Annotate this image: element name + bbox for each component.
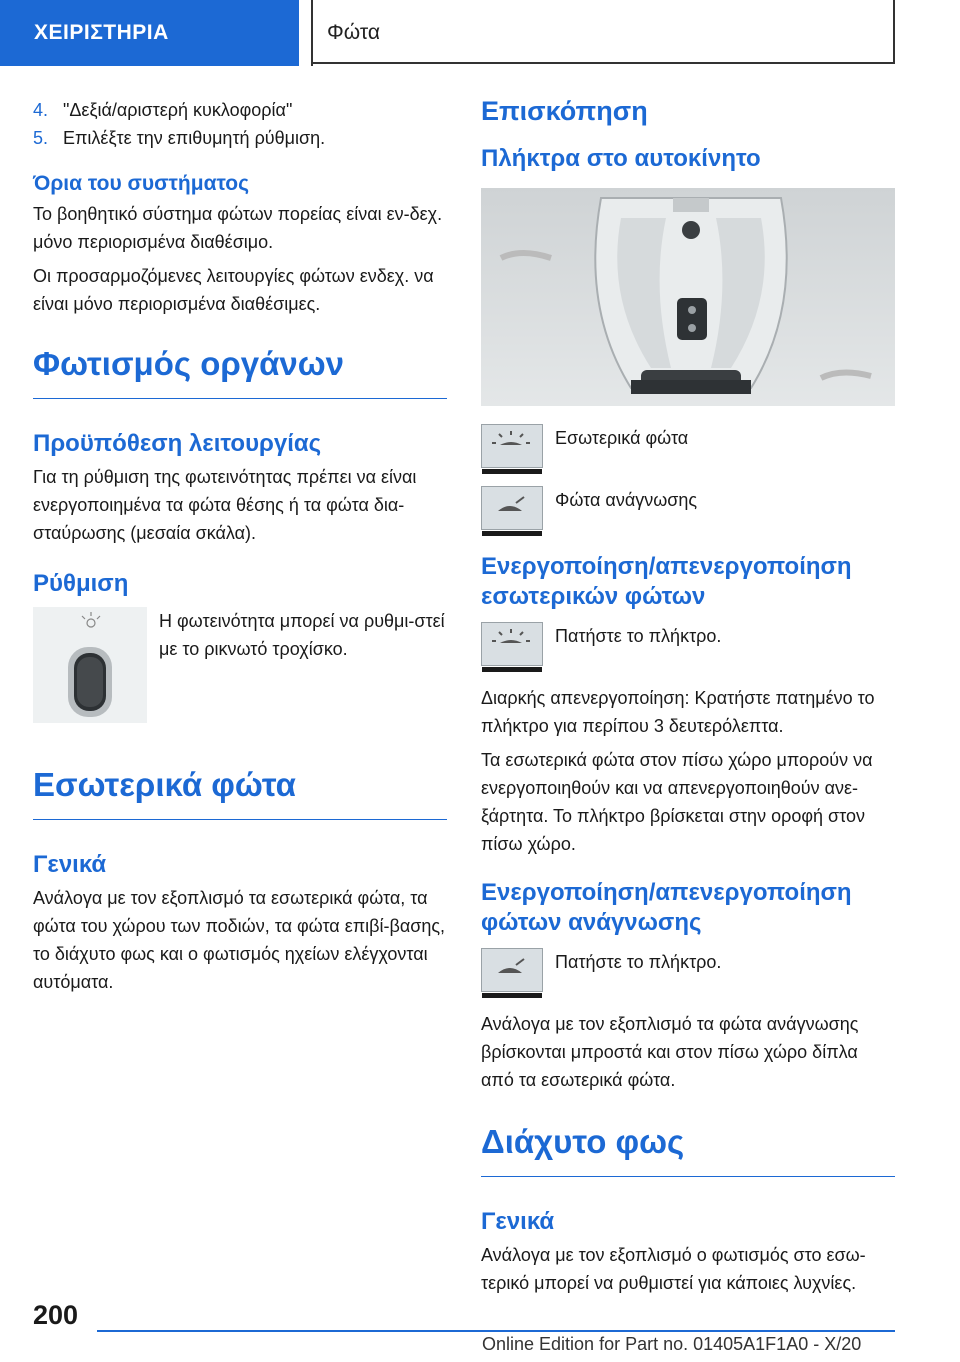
- list-number: 4.: [33, 100, 49, 120]
- interior-lights-heading: Εσωτερικά φώτα: [33, 765, 447, 820]
- left-column: [33, 96, 447, 1002]
- edition-text: Online Edition for Part no. 01405A1F1A0 - X/20: [482, 1334, 862, 1354]
- limits-heading: Όρια του συστήματος: [33, 172, 250, 195]
- interior-lights-icon-row: [481, 424, 895, 468]
- section-tab[interactable]: ΧΕΙΡΙΣΤΗΡΙΑ: [0, 0, 299, 66]
- general-heading: Γενικά: [33, 851, 107, 878]
- interior-press-row: [481, 622, 895, 666]
- interior-light-button-icon: [481, 622, 543, 666]
- thumbwheel-image: [33, 607, 147, 723]
- limits-paragraph-2: Οι προσαρμοζόμενες λειτουργίες φώτων ενδεχ. να είναι μόνο περιορισμένα διαθέσιμες.: [33, 266, 434, 314]
- general-text: Ανάλογα με τον εξοπλισμό τα εσωτερικά φώτα, τα φώτα του χώρου των ποδιών, τα φώτα επιβί‐βασης, το διάχυτο φως και ο φωτισμός ηχείων ελέγχονται αυτόματα.: [33, 888, 446, 992]
- press-key-text: Πατήστε το πλήκτρο.: [555, 952, 722, 972]
- list-number: 5.: [33, 128, 49, 148]
- reading-light-button-icon: [481, 948, 543, 992]
- setting-text: Η φωτεινότητα μπορεί να ρυθμι‐στεί με το ρικνωτό τροχίσκο.: [159, 611, 445, 659]
- thumbwheel-icon: [33, 607, 147, 723]
- instrument-lighting-heading: Φωτισμός οργάνων: [33, 344, 447, 399]
- prerequisite-text: Για τη ρύθμιση της φωτεινότητας πρέπει να είναι ενεργοποιημένα τα φώτα θέσης ή τα φώτα δια‐σταύρωσης (μεσαία σκάλα).: [33, 467, 417, 543]
- reading-lights-icon-row: [481, 486, 895, 530]
- reading-lights-label: Φώτα ανάγνωσης: [555, 490, 698, 510]
- list-text: "Δεξιά/αριστερή κυκλοφορία": [63, 100, 293, 120]
- right-column: [481, 96, 895, 1303]
- setting-row: [33, 607, 447, 723]
- permanent-off-text: Διαρκής απενεργοποίηση: Κρατήστε πατημένο το πλήκτρο για περίπου 3 δευτερόλεπτα.: [481, 688, 875, 736]
- footer-divider: [97, 1330, 895, 1332]
- list-item: [33, 96, 447, 124]
- prerequisite-heading: Προϋπόθεση λειτουργίας: [33, 430, 322, 457]
- reading-onoff-heading: Ενεργοποίηση/απενεργοποίηση φώτων ανάγνωσης: [481, 879, 852, 936]
- interior-lights-label: Εσωτερικά φώτα: [555, 428, 689, 448]
- ceiling-console-image: [481, 188, 895, 406]
- setting-heading: Ρύθμιση: [33, 570, 129, 597]
- chapter-title: Φώτα: [327, 21, 380, 44]
- press-key-text: Πατήστε το πλήκτρο.: [555, 626, 722, 646]
- header-frame: [311, 0, 895, 64]
- ambient-general-heading: Γενικά: [481, 1208, 555, 1235]
- rear-lights-text: Τα εσωτερικά φώτα στον πίσω χώρο μπορούν να ενεργοποιηθούν και να απενεργοποιηθούν ανε‐ξάρτητα. Το πλήκτρο βρίσκεται στην οροφή στον πίσω χώρο.: [481, 750, 873, 854]
- ambient-light-heading: Διάχυτο φως: [481, 1122, 895, 1177]
- overview-heading: Επισκόπηση: [481, 96, 648, 126]
- ambient-text: Ανάλογα με τον εξοπλισμό ο φωτισμός στο εσω‐τερικό μπορεί να ρυθμιστεί για κάποιες λυχνίες.: [481, 1245, 866, 1293]
- page-number: 200: [33, 1300, 79, 1330]
- ceiling-console-graphic: [481, 188, 895, 406]
- reading-press-row: [481, 948, 895, 992]
- reading-light-button-icon: [481, 486, 543, 530]
- list-item: [33, 124, 447, 152]
- interior-light-button-icon: [481, 424, 543, 468]
- limits-paragraph-1: Το βοηθητικό σύστημα φώτων πορείας είναι εν‐δεχ. μόνο περιορισμένα διαθέσιμο.: [33, 204, 443, 252]
- page-header: [0, 0, 960, 66]
- interior-onoff-heading: Ενεργοποίηση/απενεργοποίηση εσωτερικών φώτων: [481, 553, 852, 610]
- buttons-heading: Πλήκτρα στο αυτοκίνητο: [481, 145, 761, 172]
- reading-location-text: Ανάλογα με τον εξοπλισμό τα φώτα ανάγνωσης βρίσκονται μπροστά και στον πίσω χώρο δίπλα από τα εσωτερικά φώτα.: [481, 1014, 859, 1090]
- list-text: Επιλέξτε την επιθυμητή ρύθμιση.: [63, 128, 326, 148]
